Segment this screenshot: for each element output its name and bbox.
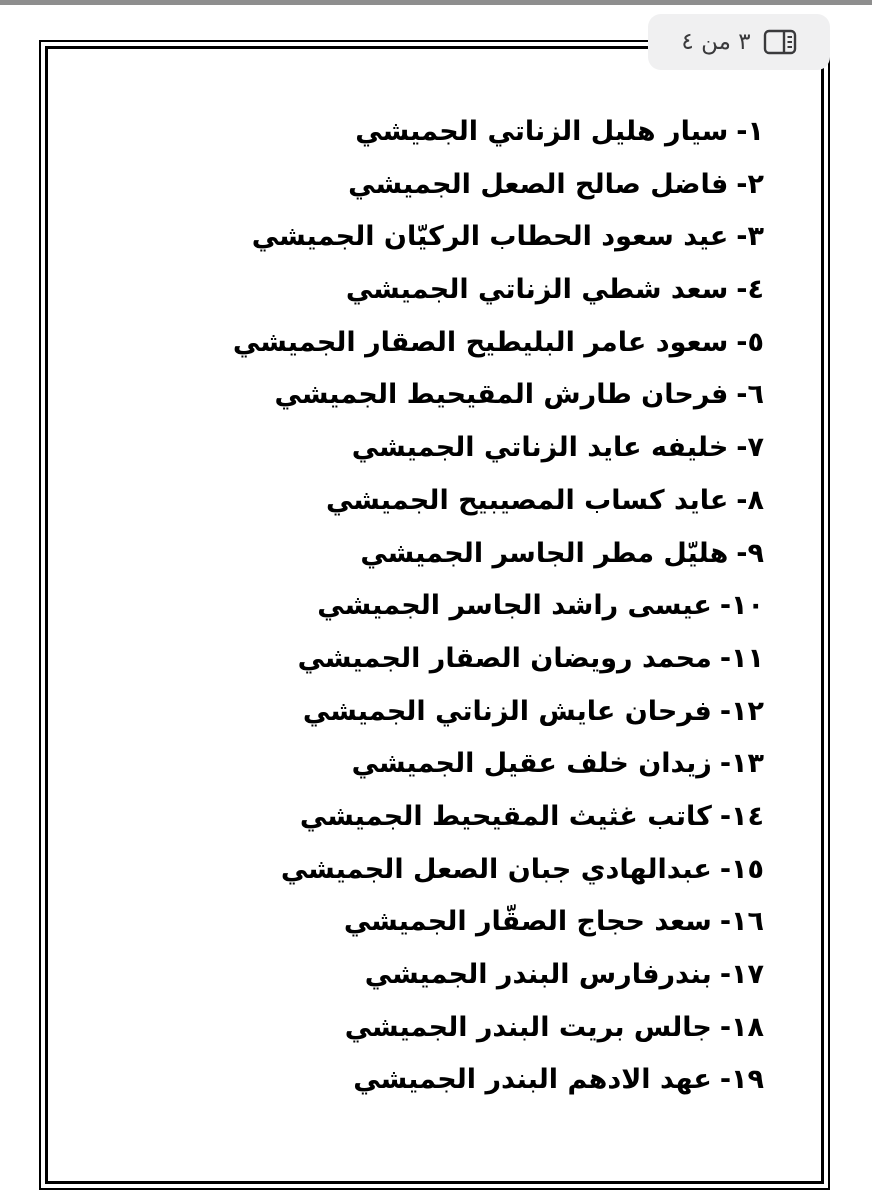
list-item-number: ١٧- (719, 959, 764, 990)
list-item (233, 1054, 764, 1107)
list-item-number: ١٣- (719, 748, 764, 780)
list-item-name: محمد رويضان الصقار الجميشي (297, 642, 712, 674)
list-item (233, 106, 764, 159)
list-item (233, 317, 764, 370)
list-item (233, 422, 764, 475)
page-indicator[interactable] (648, 14, 830, 70)
list-item (233, 686, 764, 739)
list-item-number: ١٤- (719, 800, 764, 832)
list-item-number: ٣- (736, 221, 764, 253)
list-item-name: فرحان طارش المقيحيط الجميشي (274, 379, 729, 411)
top-edge-bar (0, 0, 872, 5)
list-item-name: بندرفارس البندر الجميشي (364, 959, 712, 990)
list-item (233, 791, 764, 844)
list-item-name: فرحان عايش الزناتي الجميشي (302, 695, 712, 727)
list-item (233, 738, 764, 791)
list-item-number: ١٩- (719, 1064, 764, 1096)
list-item-number: ٥- (736, 326, 764, 358)
list-item-name: جالس بريت البندر الجميشي (344, 1011, 712, 1043)
list-item-name: زيدان خلف عقيل الجميشي (351, 748, 712, 780)
list-item (233, 159, 764, 212)
list-item-name: عيسى راشد الجاسر الجميشي (317, 590, 712, 622)
list-item-name: خليفه عايد الزناتي الجميشي (351, 432, 729, 464)
list-item (233, 580, 764, 633)
list-item (233, 475, 764, 528)
list-item-name: سعد شطي الزناتي الجميشي (345, 274, 729, 306)
names-list (233, 106, 764, 1107)
list-item-number: ١٢- (719, 695, 764, 727)
list-item-number: ١٦- (719, 906, 764, 938)
page-indicator-label: ٣ من ٤ (681, 29, 751, 55)
list-item (233, 264, 764, 317)
list-item (233, 211, 764, 264)
list-item-name: عايد كساب المصيبيح الجميشي (325, 484, 729, 516)
list-item (233, 1002, 764, 1055)
list-item-name: سعد حجاج الصقّار الجميشي (343, 906, 712, 938)
list-item-number: ١٠- (719, 590, 764, 622)
list-item-name: عيد سعود الحطاب الركيّان الجميشي (251, 221, 729, 253)
list-item-number: ١٨- (719, 1011, 764, 1043)
list-item (233, 528, 764, 581)
list-item-number: ٨- (736, 484, 764, 516)
list-item-number: ١٥- (719, 853, 764, 885)
list-item-number: ٦- (736, 379, 764, 411)
pages-panel-icon (763, 29, 797, 55)
list-item-number: ١- (736, 116, 764, 147)
list-item-name: فاضل صالح الصعل الجميشي (348, 168, 729, 200)
list-item (233, 633, 764, 686)
list-item-number: ٩- (736, 537, 764, 569)
list-item-number: ١١- (719, 642, 764, 674)
list-item-number: ٤- (736, 274, 764, 306)
list-item-name: هليّل مطر الجاسر الجميشي (360, 537, 729, 569)
list-item (233, 949, 764, 1002)
list-item-number: ٧- (736, 432, 764, 464)
list-item-name: عهد الادهم البندر الجميشي (353, 1064, 712, 1096)
list-item-name: كاتب غثيث المقيحيط الجميشي (299, 800, 712, 832)
list-item-name: عبدالهادي جبان الصعل الجميشي (280, 853, 712, 885)
list-item (233, 369, 764, 422)
list-item-number: ٢- (736, 168, 764, 200)
list-item-name: سعود عامر البليطيح الصقار الجميشي (232, 326, 729, 358)
list-item-name: سيار هليل الزناتي الجميشي (355, 116, 729, 147)
list-item (233, 844, 764, 897)
list-item (233, 896, 764, 949)
